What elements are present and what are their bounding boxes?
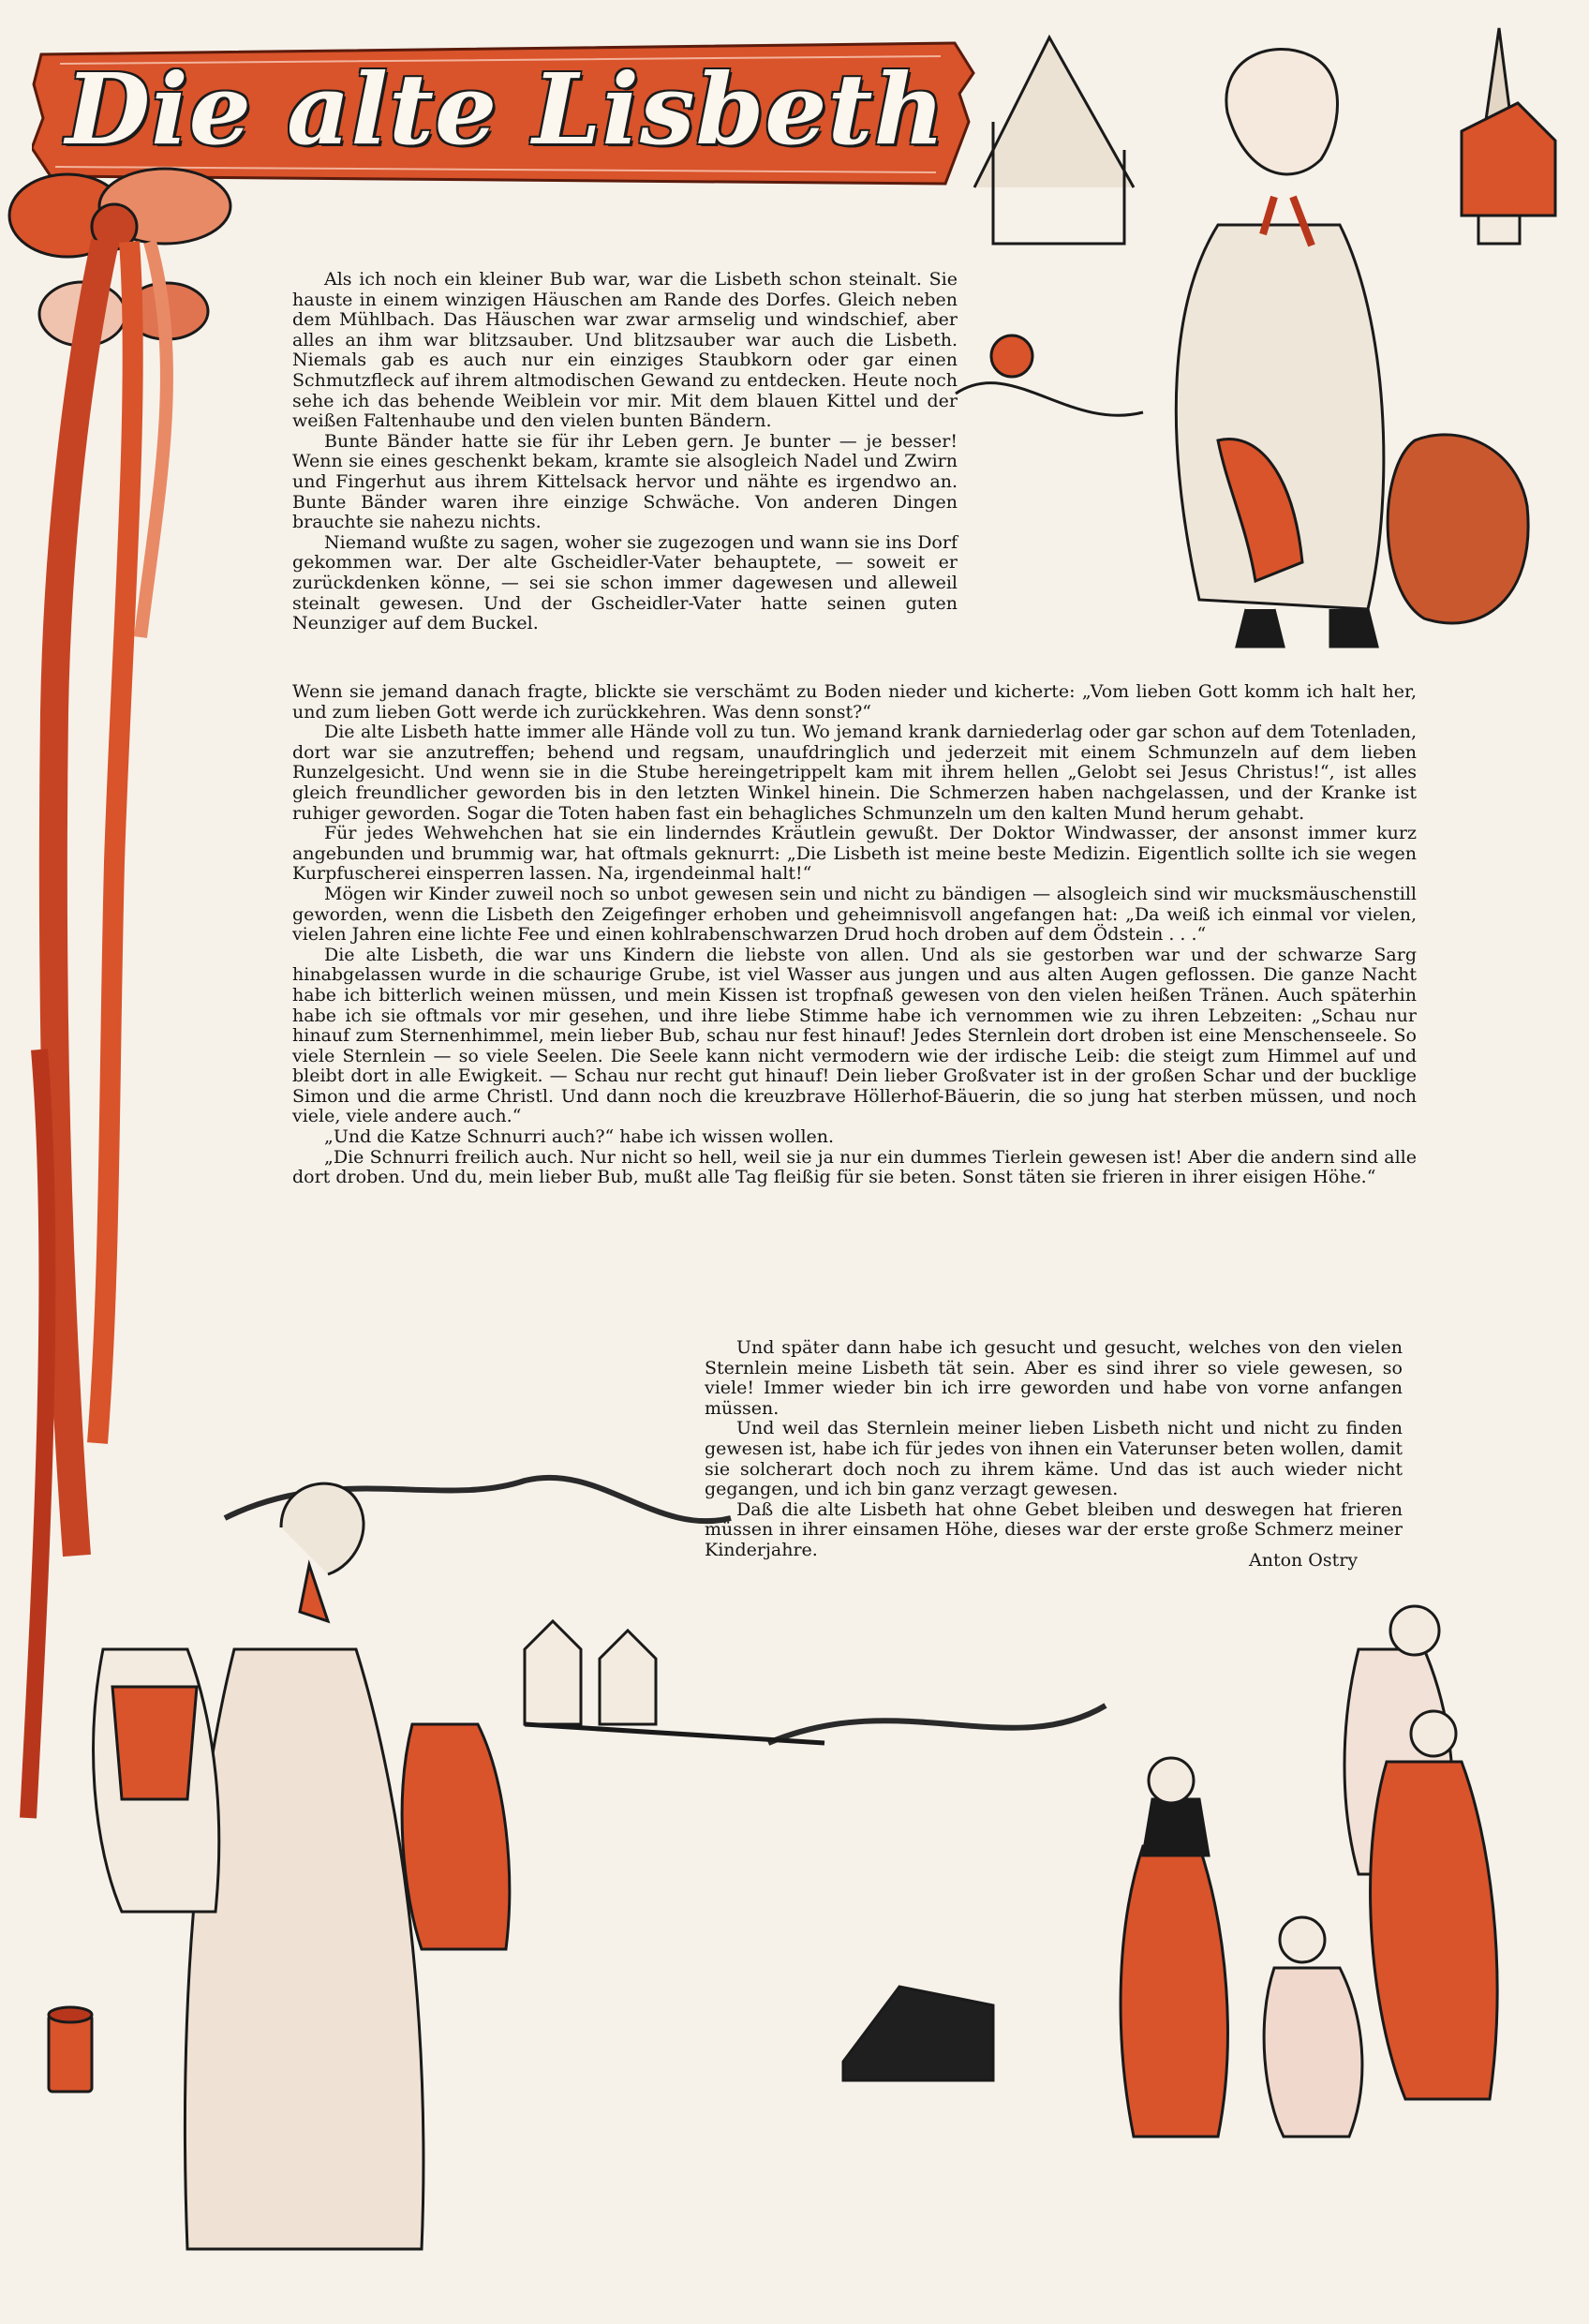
- intro-paragraph-3: Niemand wußte zu sagen, woher sie zugezogen und wann sie ins Dorf gekommen war. Der alte Gscheidler-Vater behauptete, — soweit er zurückdenken könne, — sei sie schon immer dagewesen und alleweil steinalt gewesen. Und der Gscheidler-Vater hatte seinen guten Neunziger auf dem Buckel.: [292, 531, 958, 634]
- intro-paragraph-1: Als ich noch ein kleiner Bub war, war die Lisbeth schon steinalt. Sie hauste in einem winzigen Häuschen am Rande des Dorfes. Gleich neben dem Mühlbach. Das Häuschen war zwar armselig und windschief, aber alles an ihm war blitzsauber. Und blitzsauber war auch die Lisbeth. Niemals gab es auch nur ein einziges Staubkorn oder gar einen Schmutzfleck auf ihrem altmodischen Gewand zu entdecken. Heute noch sehe ich das behende Weiblein vor mir. Mit dem blauen Kittel und der weißen Faltenhaube und den vielen bunten Bändern.: [292, 269, 958, 432]
- body-paragraph-1: Wenn sie jemand danach fragte, blickte sie verschämt zu Boden nieder und kicherte: „Vom lieben Gott komm ich halt her, und zum lieben Gott werde ich zurückkehren. Was denn sonst?“: [292, 681, 1417, 723]
- body-paragraph-5: Die alte Lisbeth, die war uns Kindern die liebste von allen. Und als sie gestorben war und der schwarze Sarg hinabgelassen wurde in die schaurige Grube, ist viel Wasser aus jungen und aus alten Augen geflossen. Die ganze Nacht habe ich bitterlich weinen müssen, und mein Kissen ist tropfnaß gewesen von den vielen heißen Tränen. Auch späterhin habe ich sie oftmals vor mir gesehen, und ihre liebe Stimme habe ich vernommen wie zu ihren Lebzeiten: „Schau nur hinauf zum Sternenhimmel, mein lieber Bub, schau nur fest hinauf! Jedes Sternlein dort droben ist eine Menschenseele. So viele Sternlein — so viele Seelen. Die Seele kann nicht vermodern wie der irdische Leib: die steigt zum Himmel auf und bleibt dort in alle Ewigkeit. — Schau nur recht gut hinauf! Dein lieber Großvater ist in der großen Schar und der bucklige Simon und die arme Christl. Und dann noch die kreuzbrave Höllerhof-Bäuerin, die so jung hat sterben müssen, und noch viele, viele andere auch.“: [292, 944, 1417, 1127]
- ending-paragraph-2: Und weil das Sternlein meiner lieben Lisbeth nicht und nicht zu finden gewesen ist, habe ich für jedes von ihnen ein Vaterunser beten wollen, damit sie solcherart doch noch zu ihrem käme. Und das ist auch wieder nicht gegangen, und ich bin ganz verzagt gewesen.: [705, 1418, 1403, 1500]
- body-column: [292, 682, 1417, 1188]
- children-night-illustration: [0, 1406, 1589, 2324]
- body-paragraph-7: „Die Schnurri freilich auch. Nur nicht so hell, weil sie ja nur ein dummes Tierlein gewesen ist! Aber die andern sind alle dort droben. Und du, mein lieber Bub, mußt alle Tag fleißig für sie beten. Sonst täten sie frieren in ihrer eisigen Höhe.“: [292, 1146, 1417, 1188]
- body-paragraph-6: „Und die Katze Schnurri auch?“ habe ich wissen wollen.: [324, 1126, 835, 1148]
- intro-column: [292, 270, 958, 634]
- story-title: Die alte Lisbeth: [66, 52, 946, 167]
- ending-paragraph-3: Daß die alte Lisbeth hat ohne Gebet bleiben und deswegen hat frieren müssen in ihrer einsamen Höhe, dieses war der erste große Schmerz meiner Kinderjahre.: [705, 1498, 1403, 1560]
- body-paragraph-2: Die alte Lisbeth hatte immer alle Hände voll zu tun. Wo jemand krank darniederlag oder gar schon auf dem Totenladen, dort war sie anzutreffen; behend und regsam, unaufdringlich und jederzeit mit einem Schmunzeln auf dem lieben Runzelgesicht. Und wenn sie in die Stube hereingetrippelt kam mit ihrem hellen „Gelobt sei Jesus Christus!“, ist alles gleich freundlicher geworden bis in den letzten Winkel hinein. Die Schmerzen haben nachgelassen, und der Kranke ist ruhiger geworden. Sogar die Toten haben fast ein behagliches Schmunzeln um den kalten Mund herum gehabt.: [292, 722, 1417, 824]
- ending-paragraph-1: Und später dann habe ich gesucht und gesucht, welches von den vielen Sternlein meine Lisbeth tät sein. Aber es sind ihrer so viele gewesen, so viele! Immer wieder bin ich irre geworden und habe von vorne anfangen müssen.: [705, 1337, 1403, 1419]
- old-woman-illustration: [937, 0, 1589, 675]
- body-paragraph-4: Mögen wir Kinder zuweil noch so unbot gewesen sein und nicht zu bändigen — alsogleich sind wir mucksmäuschenstill geworden, wenn die Lisbeth den Zeigefinger erhoben und geheimnisvoll angefangen hat: „Da weiß ich einmal vor vielen, vielen Jahren eine lichte Fee und einen kohlrabenschwarzen Drud hoch droben auf dem Ödstein . . .“: [292, 883, 1417, 946]
- intro-paragraph-2: Bunte Bänder hatte sie für ihr Leben gern. Je bunter — je besser! Wenn sie eines geschenkt bekam, kramte sie alsogleich Nadel und Zwirn und Fingerhut aus ihrem Kittelsack hervor und nähte es irgendwo an. Bunte Bänder waren ihre einzige Schwäche. Von anderen Dingen brauchte sie nahezu nichts.: [292, 430, 958, 533]
- body-paragraph-3: Für jedes Wehwehchen hat sie ein linderndes Kräutlein gewußt. Der Doktor Windwasser, der ansonst immer kurz angebunden und brummig war, hat oftmals geknurrt: „Die Lisbeth ist meine beste Medizin. Eigentlich sollte ich sie wegen Kurpfuscherei einsperren lassen. Na, irgendeinmal halt!“: [292, 823, 1417, 885]
- author-byline: Anton Ostry: [1249, 1550, 1359, 1571]
